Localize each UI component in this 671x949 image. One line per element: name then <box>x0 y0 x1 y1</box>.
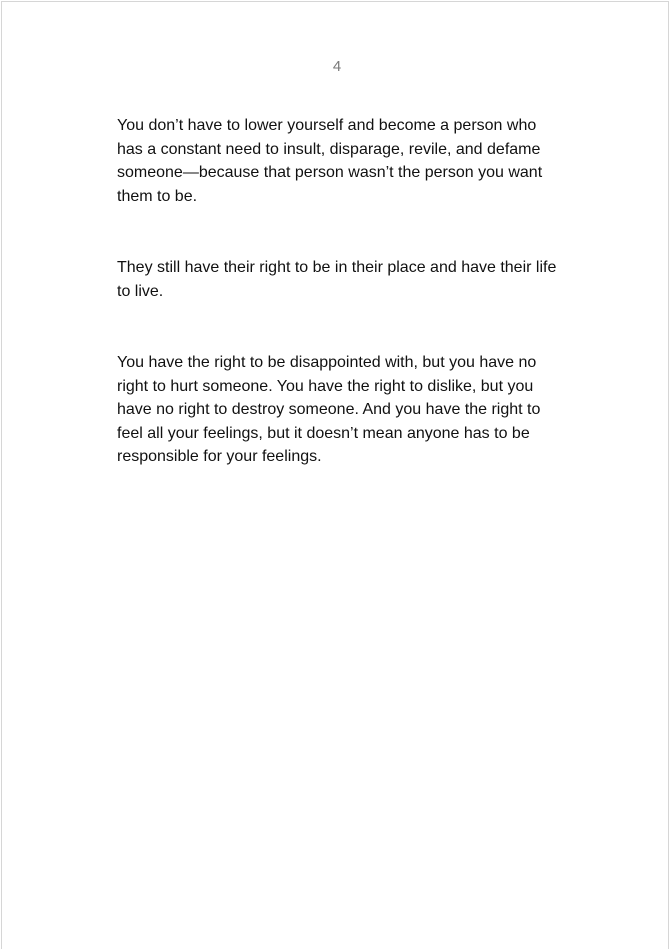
paragraph: You have the right to be disappointed with, but you have no right to hurt someone. You have the right to dislike, but you have no right to destroy someone. And you have the right to feel all your feelings, but it doesn’t mean anyone has to be responsible for your feelings. <box>117 354 541 465</box>
page-number: 4 <box>332 58 342 75</box>
paragraph: You don’t have to lower yourself and become a person who has a constant need to insult, disparage, revile, and defame someone—because that person wasn’t the person you want them to be. <box>117 117 543 205</box>
page-body <box>117 114 557 469</box>
paragraph: They still have their right to be in their place and have their life to live. <box>117 259 557 300</box>
document-page <box>1 1 669 949</box>
